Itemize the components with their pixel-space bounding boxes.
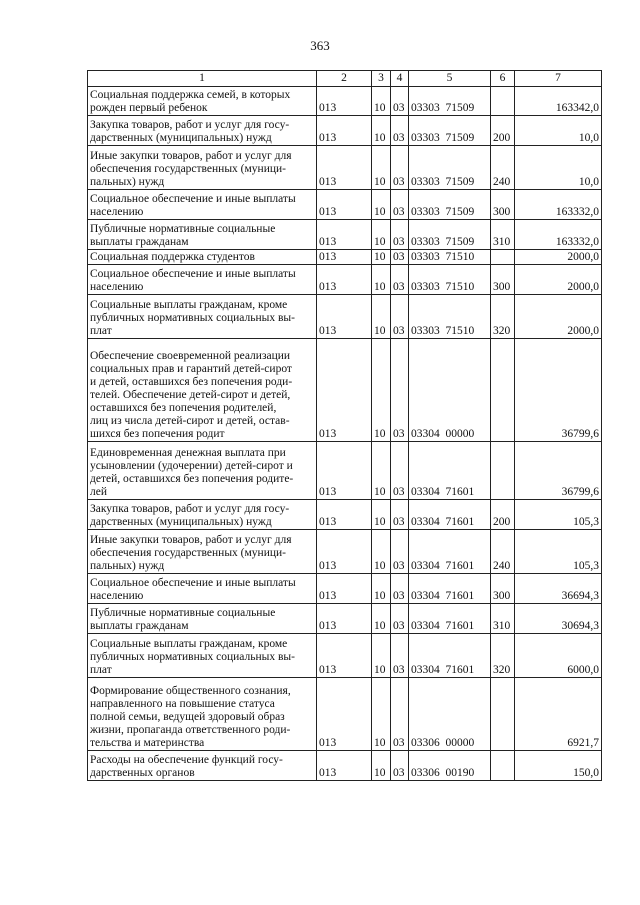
row-expense-type [491,250,515,265]
row-name: Обеспечение своевременной реализации социальных прав и гарантий детей-сирот и детей, оставшихся без попечения роди- телей. Обеспечение детей-сирот и детей, оставшихся без попечения родителей, лиц из числа детей-сирот и детей, остав- шихся без попечения родит [88,339,317,442]
column-header: 2 [317,71,372,87]
row-expense-type [491,442,515,500]
row-code: 013 [317,678,372,751]
row-code: 013 [317,339,372,442]
row-name: Социальная поддержка студентов [88,250,317,265]
row-name: Иные закупки товаров, работ и услуг для обеспечения государственных (муници- пальных) нужд [88,146,317,190]
row-target-article: 03304 71601 [409,604,491,634]
row-subsection: 03 [391,751,409,781]
row-target-article: 03306 00190 [409,751,491,781]
row-amount: 150,0 [515,751,602,781]
row-code: 013 [317,604,372,634]
row-name: Социальные выплаты гражданам, кроме публичных нормативных социальных вы- плат [88,634,317,678]
row-amount: 36799,6 [515,442,602,500]
row-expense-type: 310 [491,604,515,634]
row-section: 10 [372,220,391,250]
table-header-row [88,71,602,87]
row-name: Расходы на обеспечение функций госу- дарственных органов [88,751,317,781]
row-code: 013 [317,220,372,250]
table-row [88,634,602,678]
row-subsection: 03 [391,295,409,339]
row-section: 10 [372,265,391,295]
table-row [88,751,602,781]
row-subsection: 03 [391,146,409,190]
row-amount: 2000,0 [515,250,602,265]
row-subsection: 03 [391,442,409,500]
row-subsection: 03 [391,604,409,634]
row-name: Социальная поддержка семей, в которых рожден первый ребенок [88,87,317,116]
row-code: 013 [317,87,372,116]
table-row [88,339,602,442]
row-subsection: 03 [391,250,409,265]
row-expense-type: 300 [491,574,515,604]
page-number: 363 [310,38,330,53]
row-amount: 36799,6 [515,339,602,442]
row-section: 10 [372,530,391,574]
row-code: 013 [317,442,372,500]
row-name: Публичные нормативные социальные выплаты гражданам [88,220,317,250]
row-expense-type: 300 [491,265,515,295]
table-row [88,530,602,574]
row-code: 013 [317,146,372,190]
row-section: 10 [372,116,391,146]
column-header: 7 [515,71,602,87]
row-code: 013 [317,116,372,146]
row-amount: 2000,0 [515,295,602,339]
row-section: 10 [372,634,391,678]
column-header: 5 [409,71,491,87]
row-target-article: 03304 71601 [409,634,491,678]
row-amount: 163332,0 [515,190,602,220]
table-row [88,116,602,146]
row-expense-type: 320 [491,295,515,339]
row-section: 10 [372,751,391,781]
row-code: 013 [317,634,372,678]
row-target-article: 03304 71601 [409,574,491,604]
row-subsection: 03 [391,87,409,116]
row-subsection: 03 [391,530,409,574]
row-expense-type [491,751,515,781]
column-header: 6 [491,71,515,87]
row-section: 10 [372,190,391,220]
table-row [88,500,602,530]
row-amount: 6000,0 [515,634,602,678]
row-code: 013 [317,190,372,220]
row-name: Единовременная денежная выплата при усыновлении (удочерении) детей-сирот и детей, оставшихся без попечения родите- лей [88,442,317,500]
row-subsection: 03 [391,500,409,530]
table-row [88,574,602,604]
row-expense-type [491,339,515,442]
row-expense-type [491,678,515,751]
row-name: Социальное обеспечение и иные выплаты населению [88,190,317,220]
row-name: Социальное обеспечение и иные выплаты населению [88,574,317,604]
table-row [88,146,602,190]
row-name: Публичные нормативные социальные выплаты гражданам [88,604,317,634]
table-row [88,87,602,116]
row-section: 10 [372,87,391,116]
row-amount: 10,0 [515,116,602,146]
table-row [88,678,602,751]
row-amount: 105,3 [515,500,602,530]
row-expense-type: 320 [491,634,515,678]
row-section: 10 [372,250,391,265]
row-subsection: 03 [391,190,409,220]
row-target-article: 03303 71509 [409,116,491,146]
row-expense-type: 240 [491,530,515,574]
row-target-article: 03304 71601 [409,530,491,574]
row-expense-type: 200 [491,116,515,146]
row-expense-type: 310 [491,220,515,250]
budget-table [87,70,602,781]
row-subsection: 03 [391,678,409,751]
row-section: 10 [372,604,391,634]
row-subsection: 03 [391,574,409,604]
row-code: 013 [317,250,372,265]
row-section: 10 [372,295,391,339]
row-target-article: 03303 71509 [409,190,491,220]
row-amount: 163342,0 [515,87,602,116]
row-subsection: 03 [391,220,409,250]
row-expense-type [491,87,515,116]
row-code: 013 [317,265,372,295]
table-row [88,295,602,339]
row-code: 013 [317,530,372,574]
row-target-article: 03303 71510 [409,250,491,265]
row-expense-type: 240 [491,146,515,190]
row-code: 013 [317,751,372,781]
row-code: 013 [317,295,372,339]
row-target-article: 03304 71601 [409,500,491,530]
row-target-article: 03303 71509 [409,87,491,116]
column-header: 1 [88,71,317,87]
row-section: 10 [372,442,391,500]
row-code: 013 [317,500,372,530]
row-section: 10 [372,339,391,442]
row-name: Социальные выплаты гражданам, кроме публичных нормативных социальных вы- плат [88,295,317,339]
row-target-article: 03306 00000 [409,678,491,751]
row-amount: 2000,0 [515,265,602,295]
row-subsection: 03 [391,265,409,295]
table-row [88,190,602,220]
table-row [88,250,602,265]
row-section: 10 [372,146,391,190]
row-section: 10 [372,500,391,530]
column-header: 3 [372,71,391,87]
row-subsection: 03 [391,339,409,442]
table-row [88,265,602,295]
row-amount: 163332,0 [515,220,602,250]
row-target-article: 03304 71601 [409,442,491,500]
row-section: 10 [372,574,391,604]
row-target-article: 03303 71510 [409,295,491,339]
table-row [88,442,602,500]
row-target-article: 03303 71509 [409,146,491,190]
row-target-article: 03304 00000 [409,339,491,442]
row-expense-type: 300 [491,190,515,220]
row-amount: 105,3 [515,530,602,574]
row-section: 10 [372,678,391,751]
row-amount: 36694,3 [515,574,602,604]
row-code: 013 [317,574,372,604]
row-name: Закупка товаров, работ и услуг для госу- дарственных (муниципальных) нужд [88,500,317,530]
row-target-article: 03303 71509 [409,220,491,250]
row-name: Формирование общественного сознания, направленного на повышение статуса полной семьи, ведущей здоровый образ жизни, пропаганда ответственного роди- тельства и материнства [88,678,317,751]
row-target-article: 03303 71510 [409,265,491,295]
table-row [88,220,602,250]
table-row [88,604,602,634]
row-name: Иные закупки товаров, работ и услуг для обеспечения государственных (муници- пальных) нужд [88,530,317,574]
row-amount: 6921,7 [515,678,602,751]
row-subsection: 03 [391,634,409,678]
column-header: 4 [391,71,409,87]
row-amount: 10,0 [515,146,602,190]
row-name: Закупка товаров, работ и услуг для госу- дарственных (муниципальных) нужд [88,116,317,146]
row-expense-type: 200 [491,500,515,530]
row-subsection: 03 [391,116,409,146]
row-name: Социальное обеспечение и иные выплаты населению [88,265,317,295]
row-amount: 30694,3 [515,604,602,634]
